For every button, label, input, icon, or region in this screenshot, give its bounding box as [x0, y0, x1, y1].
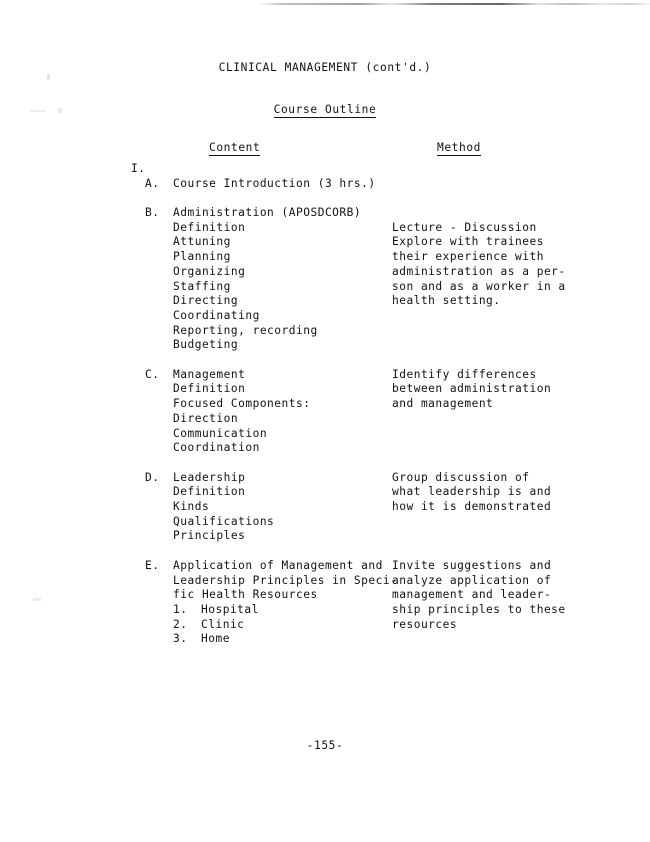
outline-section-content — [145, 471, 385, 544]
outline-item: Staffing — [173, 279, 231, 293]
document-subtitle-text: Course Outline — [273, 103, 377, 116]
outline-method-line: analyze application of — [392, 573, 552, 587]
outline-item: Organizing — [173, 264, 246, 278]
outline-item: Direction — [173, 411, 239, 425]
outline-method-line: their experience with — [392, 250, 544, 264]
outline-item: Reporting, recording — [173, 323, 318, 337]
outline-sub-item — [145, 603, 385, 618]
outline-method-line: son and as a worker in a — [392, 279, 566, 293]
outline-section-heading — [145, 177, 385, 192]
outline-method-line: Explore with trainees — [392, 235, 544, 249]
outline-item: Budgeting — [173, 338, 239, 352]
outline-item: Definition — [173, 382, 246, 396]
outline-method-line: what leadership is and — [392, 485, 552, 499]
outline-section-content — [145, 177, 385, 192]
outline-item: Communication — [173, 426, 268, 440]
outline-method-line: between administration — [392, 382, 552, 396]
outline-item: fic Health Resources — [173, 588, 318, 602]
outline-section-method — [392, 368, 622, 412]
outline-item: Focused Components: — [173, 397, 311, 411]
outline-section-content — [145, 206, 385, 353]
outline-item: Attuning — [173, 235, 231, 249]
outline-body — [0, 162, 650, 646]
outline-section-heading-text: Leadership — [173, 470, 246, 484]
outline-sub-item-number: 1. — [173, 602, 188, 616]
outline-item: Directing — [173, 294, 239, 308]
outline-sub-item-text: Clinic — [201, 617, 245, 631]
outline-item: Qualifications — [173, 514, 275, 528]
outline-section-method — [392, 471, 622, 515]
page-number: -155- — [306, 739, 344, 752]
outline-method-line: Invite suggestions and — [392, 558, 552, 572]
scan-edge-artifact — [258, 3, 650, 5]
outline-item: Definition — [173, 220, 246, 234]
outline-sub-item-text: Home — [201, 632, 230, 646]
outline-section-letter: C. — [145, 367, 160, 381]
document-subtitle — [0, 103, 650, 116]
column-header-method-text: Method — [437, 141, 482, 154]
column-header-method — [437, 141, 481, 154]
outline-method-line: and management — [392, 397, 494, 411]
outline-sub-item-number: 3. — [173, 632, 188, 646]
outline-section-heading-text: Administration (APOSDCORB) — [173, 206, 362, 220]
outline-section-letter: D. — [145, 470, 160, 484]
outline-sub-item — [145, 632, 385, 647]
outline-item: Coordination — [173, 441, 260, 455]
outline-method-line: management and leader- — [392, 588, 552, 602]
outline-section-content — [145, 558, 398, 647]
outline-section-heading — [145, 368, 385, 383]
outline-section-heading-text: Management — [173, 367, 246, 381]
outline-section-method — [392, 221, 622, 309]
outline-section-heading-text: Course Introduction (3 hrs.) — [173, 176, 376, 190]
column-header-content-text: Content — [209, 141, 261, 154]
outline-method-line: how it is demonstrated — [392, 500, 552, 514]
outline-item: Definition — [173, 485, 246, 499]
outline-sub-item-text: Hospital — [201, 602, 259, 616]
outline-section-heading — [145, 206, 385, 221]
outline-section-content — [145, 368, 385, 456]
outline-section-letter: E. — [145, 558, 160, 572]
column-header-content — [209, 141, 260, 154]
outline-method-line: resources — [392, 617, 458, 631]
outline-section-letter: B. — [145, 206, 160, 220]
outline-roman-numeral: I. — [131, 162, 146, 175]
outline-section-heading — [145, 471, 385, 486]
outline-item: Coordinating — [173, 308, 260, 322]
outline-section-heading-text: Application of Management and — [173, 558, 383, 572]
outline-method-line: Lecture - Discussion — [392, 220, 537, 234]
outline-sub-item — [145, 618, 385, 633]
outline-item: Leadership Principles in Speci- — [173, 573, 398, 587]
outline-item: Kinds — [173, 500, 210, 514]
outline-item: Planning — [173, 250, 231, 264]
outline-method-line: ship principles to these — [392, 602, 566, 616]
page-title: CLINICAL MANAGEMENT (cont'd.) — [218, 61, 432, 74]
scan-speck — [47, 74, 50, 80]
outline-method-line: Identify differences — [392, 367, 537, 381]
outline-sub-item-number: 2. — [173, 617, 188, 631]
outline-method-line: health setting. — [392, 294, 501, 308]
outline-section-heading — [145, 559, 385, 574]
outline-section-method — [392, 559, 622, 632]
outline-section-letter: A. — [145, 176, 160, 190]
outline-method-line: Group discussion of — [392, 470, 530, 484]
outline-item: Principles — [173, 529, 246, 543]
outline-method-line: administration as a per- — [392, 264, 566, 278]
